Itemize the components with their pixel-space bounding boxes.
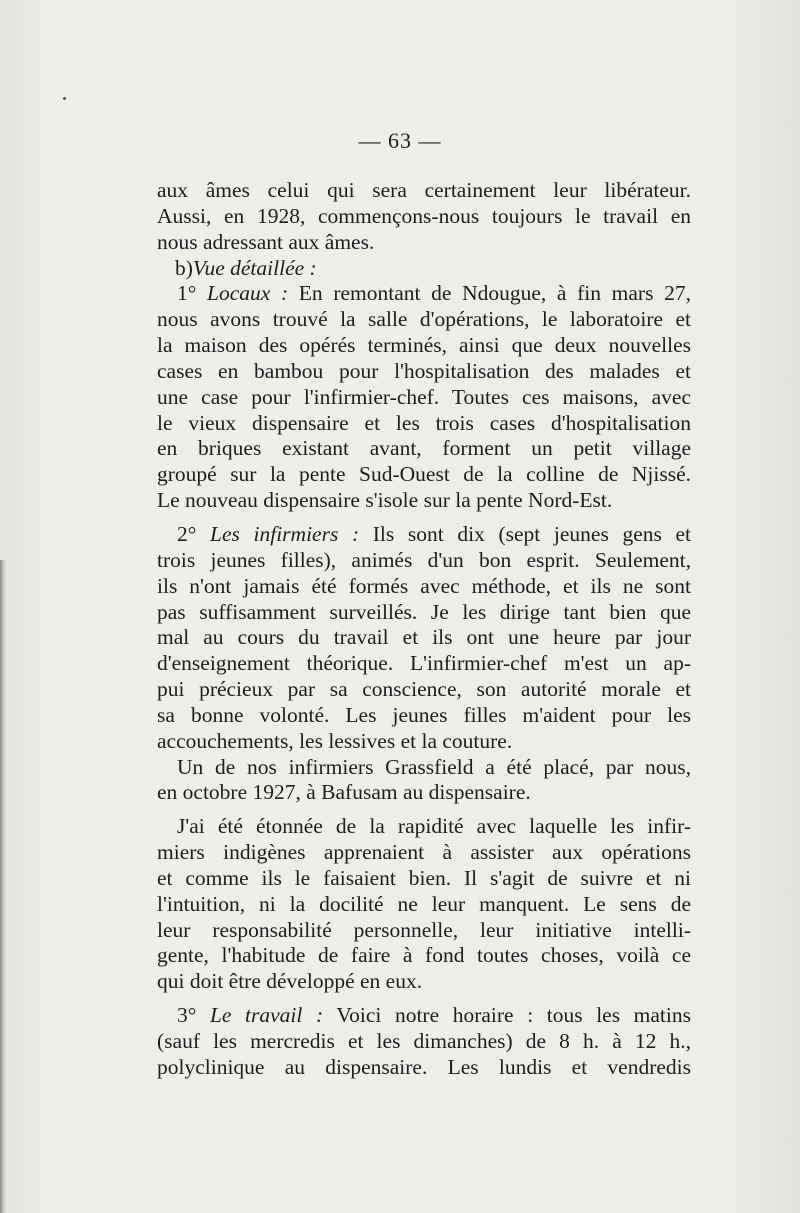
text-line: accouchements, les lessives et la couture. xyxy=(157,728,513,753)
text-line: polyclinique au dispensaire. Les lundis et vendredis xyxy=(157,1054,691,1079)
text-line: groupé sur la pente Sud-Ouest de la colline de Njissé. xyxy=(157,462,691,487)
section-3-first-line xyxy=(157,1003,691,1029)
text-line: pas suffisamment surveillés. Je les dirige tant bien que xyxy=(157,599,691,624)
text-line: En remontant de Ndougue, à fin mars 27, xyxy=(298,281,691,306)
text-line: nous avons trouvé la salle d'opérations, le laboratoire et xyxy=(157,307,691,332)
text-line: d'enseignement théorique. L'infirmier-chef m'est un ap- xyxy=(157,651,691,676)
text-line: leur responsabilité personnelle, leur initiative intelli- xyxy=(157,917,691,942)
text-line: Ils sont dix (sept jeunes gens et xyxy=(372,521,692,546)
section-2-title: Les infirmiers : xyxy=(210,521,360,546)
text-line: Un de nos infirmiers Grassfield a été placé, par nous, xyxy=(177,754,691,779)
text-line: en briques existant avant, forment un petit village xyxy=(157,436,691,461)
text-line: Aussi, en 1928, commençons-nous toujours le travail en xyxy=(157,203,691,228)
text-line: sa bonne volonté. Les jeunes filles m'aident pour les xyxy=(157,702,691,727)
text-line: et comme ils le faisaient bien. Il s'agit de suivre et ni xyxy=(157,865,691,890)
section-2-first-line xyxy=(157,522,691,548)
text-line: trois jeunes filles), animés d'un bon esprit. Seulement, xyxy=(157,547,691,572)
body-text xyxy=(157,178,691,1081)
section-3-title: Le travail : xyxy=(209,1003,324,1028)
text-line: cases en bambou pour l'hospitalisation des malades et xyxy=(157,358,691,383)
page-binding-shadow xyxy=(0,560,6,1213)
section-1-first-line xyxy=(157,281,691,307)
subheading-label: b) xyxy=(175,255,193,280)
section-2-number: 2° xyxy=(177,521,197,546)
text-line: le vieux dispensaire et les trois cases d'hospitalisation xyxy=(157,410,691,435)
text-line: Le nouveau dispensaire s'isole sur la pente Nord-Est. xyxy=(157,488,613,513)
text-line: la maison des opérés terminés, ainsi que deux nouvelles xyxy=(157,333,691,358)
page-number: — 63 — xyxy=(358,128,442,153)
text-line: mal au cours du travail et ils ont une heure par jour xyxy=(157,625,691,650)
section-1-title: Locaux : xyxy=(207,281,289,306)
text-line: ils n'ont jamais été formés avec méthode, et ils ne sont xyxy=(157,573,691,598)
paper-speck xyxy=(63,97,66,100)
text-line: nous adressant aux âmes. xyxy=(157,229,375,254)
text-line: en octobre 1927, à Bafusam au dispensaire. xyxy=(157,780,531,805)
text-line: qui doit être développé en eux. xyxy=(157,969,423,994)
subheading xyxy=(157,256,691,282)
text-line: miers indigènes apprenaient à assister aux opérations xyxy=(157,840,691,865)
text-line: gente, l'habitude de faire à fond toutes choses, voilà ce xyxy=(157,943,691,968)
text-line: une case pour l'infirmier-chef. Toutes ces maisons, avec xyxy=(157,384,691,409)
subheading-title: Vue détaillée : xyxy=(192,255,317,280)
text-line: l'intuition, ni la docilité ne leur manquent. Le sens de xyxy=(157,891,691,916)
text-line: Voici notre horaire : tous les matins xyxy=(336,1003,691,1028)
section-3-number: 3° xyxy=(177,1003,197,1028)
text-line: (sauf les mercredis et les dimanches) de 8 h. à 12 h., xyxy=(157,1029,691,1053)
text-line: aux âmes celui qui sera certainement leur libérateur. xyxy=(157,178,691,202)
text-line: J'ai été étonnée de la rapidité avec laquelle les infir- xyxy=(177,814,691,839)
text-line: pui précieux par sa conscience, son autorité morale et xyxy=(157,677,691,702)
section-1-number: 1° xyxy=(177,281,197,306)
